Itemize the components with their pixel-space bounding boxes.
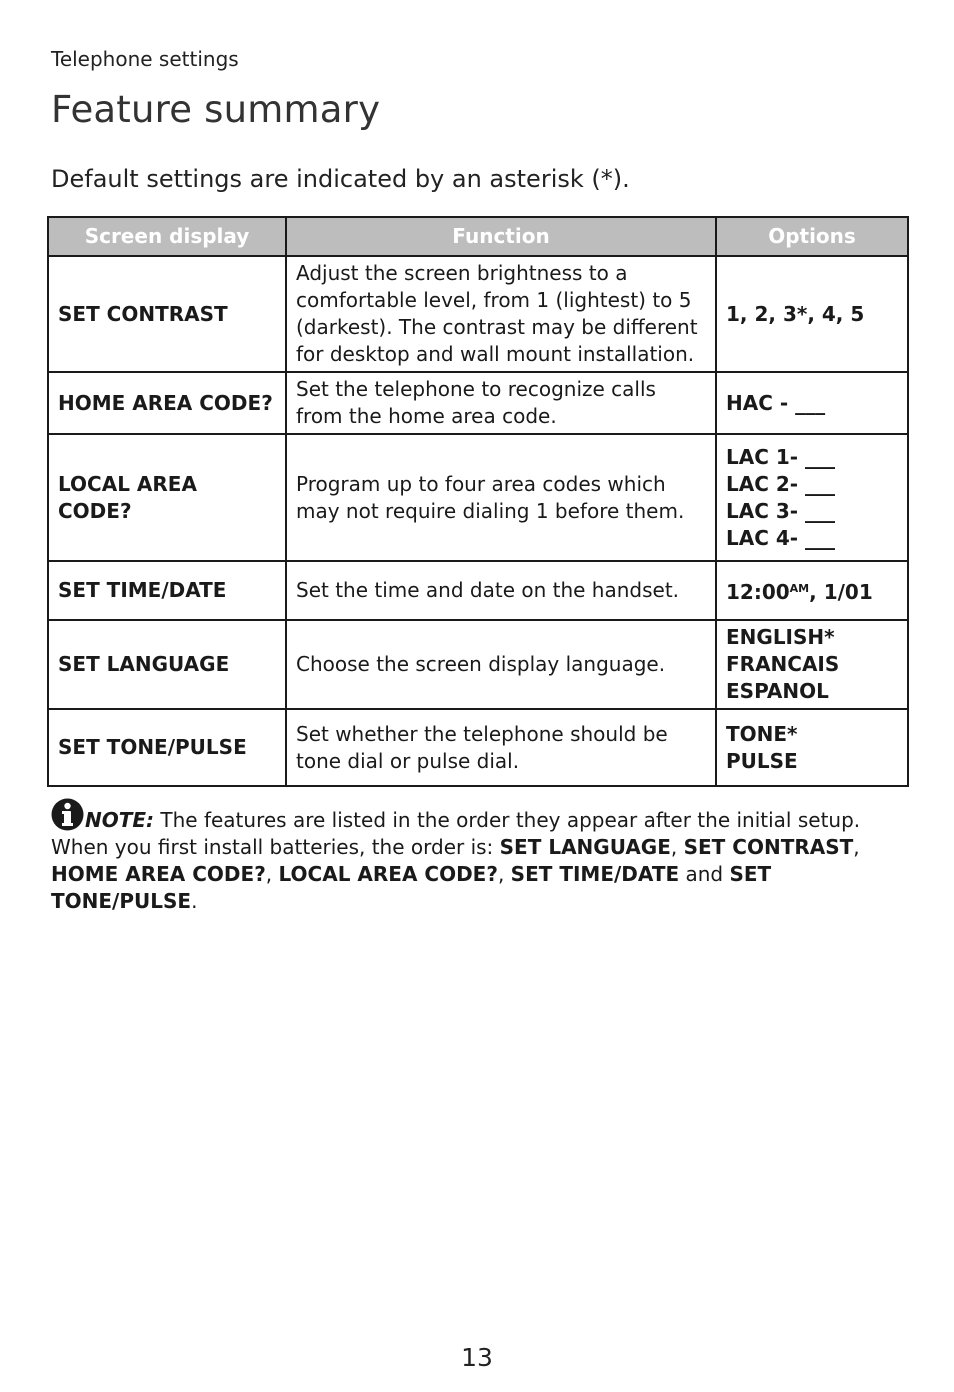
note-order-item: SET CONTRAST — [683, 835, 854, 859]
screen-display-cell: SET LANGUAGE — [48, 620, 286, 709]
options-cell — [716, 372, 908, 434]
function-line: comfortable level, from 1 (lightest) to 5 — [296, 288, 692, 312]
note-order-item: SET LANGUAGE — [499, 835, 671, 859]
function-cell — [286, 709, 716, 786]
note-separator: , — [497, 862, 511, 886]
function-cell — [286, 561, 716, 620]
option-value: PULSE — [726, 748, 798, 773]
options-cell — [716, 256, 908, 372]
note-end: . — [191, 889, 198, 913]
function-line: Adjust the screen brightness to a — [296, 261, 628, 285]
option-value: ENGLISH* — [726, 625, 835, 649]
options-cell — [716, 620, 908, 709]
option-value: TONE* — [726, 721, 798, 746]
page-number: 13 — [461, 1343, 493, 1372]
note-order-item: SET TONE/PULSE — [51, 862, 772, 913]
options-cell — [716, 434, 908, 561]
intro-text: Default settings are indicated by an asterisk (*). — [51, 165, 630, 193]
function-cell — [286, 256, 716, 372]
table-row — [48, 434, 908, 561]
note-order-item: LOCAL AREA CODE? — [278, 862, 498, 886]
option-date: , 1/01 — [809, 580, 873, 604]
note-paragraph — [51, 798, 911, 915]
function-cell — [286, 620, 716, 709]
option-value: HAC - ___ — [726, 390, 826, 415]
table-row — [48, 561, 908, 620]
option-value: LAC 2- ___ — [726, 471, 836, 496]
note-order-item: HOME AREA CODE? — [51, 862, 266, 886]
option-time: 12:00 — [726, 580, 790, 604]
function-line: for desktop and wall mount installation. — [296, 342, 695, 366]
table-header-row — [48, 217, 908, 256]
table-row — [48, 709, 908, 786]
function-line: (darkest). The contrast may be different — [296, 315, 698, 339]
column-header-screen-display: Screen display — [48, 217, 286, 256]
screen-display-cell: SET TIME/DATE — [48, 561, 286, 620]
table-row — [48, 256, 908, 372]
function-line: Set the time and date on the handset. — [296, 578, 680, 602]
note-text: The features are listed in the order they appear after the initial setup. When you first install batteries, the order is: — [51, 808, 861, 859]
option-value: LAC 3- ___ — [726, 498, 836, 523]
screen-display-cell: HOME AREA CODE? — [48, 372, 286, 434]
page-title: Feature summary — [51, 88, 381, 131]
feature-summary-table — [47, 216, 909, 787]
function-line: Set whether the telephone should be — [296, 721, 668, 746]
function-cell — [286, 372, 716, 434]
table-row — [48, 620, 908, 709]
function-line: Program up to four area codes which — [296, 471, 666, 496]
option-time-suffix: AM — [789, 582, 810, 595]
option-value: 1, 2, 3*, 4, 5 — [726, 301, 865, 326]
screen-display-cell: SET TONE/PULSE — [48, 709, 286, 786]
option-value: ESPANOL — [726, 679, 829, 703]
screen-display-cell: LOCAL AREA CODE? — [48, 434, 286, 561]
note-label: NOTE: — [85, 808, 155, 832]
column-header-options: Options — [716, 217, 908, 256]
section-header: Telephone settings — [51, 47, 239, 71]
function-line: may not require dialing 1 before them. — [296, 498, 685, 523]
function-line: from the home area code. — [296, 404, 557, 428]
function-line: Set the telephone to recognize calls — [296, 377, 656, 401]
function-cell — [286, 434, 716, 561]
note-separator: , — [853, 835, 860, 859]
table-row — [48, 372, 908, 434]
column-header-function: Function — [286, 217, 716, 256]
note-order-item: SET TIME/DATE — [510, 862, 680, 886]
info-icon — [51, 798, 84, 831]
function-line: Choose the screen display language. — [296, 652, 666, 676]
option-value: LAC 1- ___ — [726, 444, 836, 469]
options-cell — [716, 561, 908, 620]
function-line: tone dial or pulse dial. — [296, 748, 520, 773]
option-value: LAC 4- ___ — [726, 525, 836, 550]
note-separator: , — [265, 862, 279, 886]
option-value: FRANCAIS — [726, 652, 840, 676]
options-cell — [716, 709, 908, 786]
note-separator: , — [670, 835, 684, 859]
note-and: and — [679, 862, 730, 886]
screen-display-cell: SET CONTRAST — [48, 256, 286, 372]
